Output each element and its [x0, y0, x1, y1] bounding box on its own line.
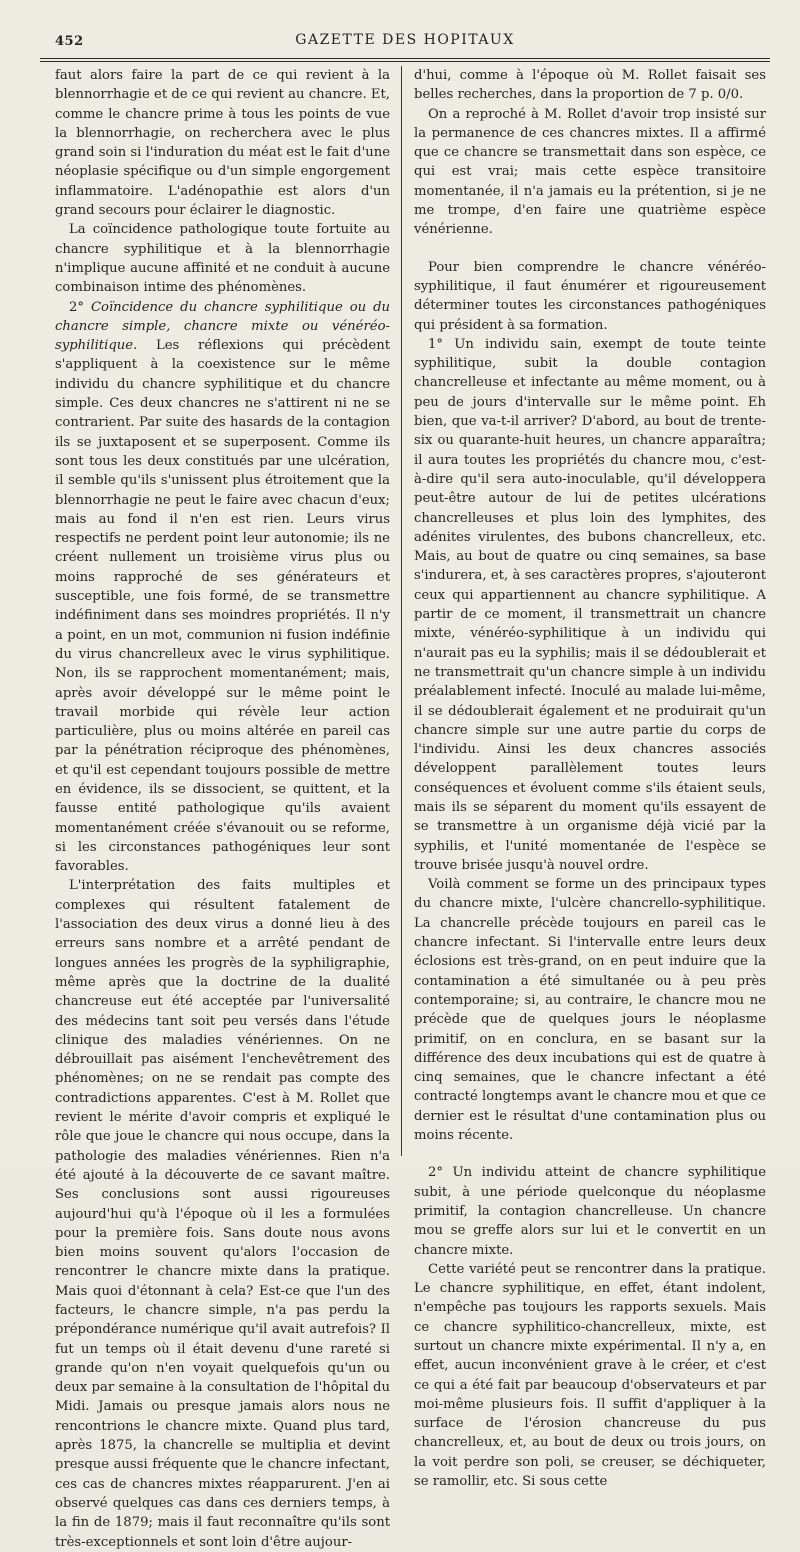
paragraph: On a reproché à M. Rollet d'avoir trop insisté sur la permanence de ces chancres mixtes. Il a affirmé que ce chancre se transmettait dans son espèce, ce qui est vrai; mais cette espèce transitoire momentanée, il n'a jamais eu la prétention, si je ne me trompe, d'en faire une quatrième espèce vénérienne. — [414, 106, 766, 238]
paragraph: faut alors faire la part de ce qui revient à la blennorrhagie et de ce qui revient au chancre. Et, comme le chancre prime à tous les points de vue la blennorrhagie, on recherchera avec le plus grand soin si l'induration du méat est le fait d'une néoplasie spécifique ou d'un simple engorgement inflammatoire. L'adénopathie est alors d'un grand secours pour éclairer le diagnostic. — [55, 68, 390, 219]
section-number: 2° — [69, 299, 91, 315]
paragraph-coincidence — [55, 298, 390, 877]
paragraph: 2° Un individu atteint de chancre syphilitique subit, à une période quelconque du néoplasme primitif, la contagion chancrelleuse. Un chancre mou se greffe alors sur lui et le convertit en un chancre mixte. — [414, 1165, 766, 1258]
journal-title: GAZETTE DES HOPITAUX — [295, 32, 515, 48]
left-column — [55, 66, 391, 1550]
page-number: 452 — [55, 34, 84, 49]
paragraph: L'interprétation des faits multiples et complexes qui résultent fatalement de l'association des deux virus a donné lieu à des erreurs sans nombre et a arrêté pendant de longues années les progrès de la syphiligraphie, même après que la doctrine de la dualité chancreuse eut été acceptée par l'universalité des médecins tant soit peu versés dans l'étude clinique des maladies vénériennes. On ne débrouillait pas aisément l'enchevêtrement des phénomènes; on ne se rendait pas compte des contradictions apparentes. C'est à M. Rollet que revient le mérite d'avoir compris et expliqué le rôle que joue le chancre qui nous occupe, dans la pathologie des maladies vénériennes. Rien n'a été ajouté à la découverte de ce savant maître. Ses conclusions sont aussi rigoureuses aujourd'hui qu'à l'époque où il les a formulées pour la première fois. Sans doute nous avons bien moins souvent qu'alors l'occasion de rencontrer le chancre mixte dans la pratique. Mais quoi d'étonnant à cela? Est-ce que l'un des facteurs, le chancre simple, n'a pas perdu la prépondérance numérique qu'il avait autrefois? Il fut un temps où il était devenu d'une rareté si grande qu'on n'en voyait quelquefois qu'un ou deux par semaine à la consultation de l'hôpital du Midi. Jamais ou presque jamais alors nous ne rencontrions le chancre mixte. Quand plus tard, après 1875, la chancrelle se multiplia et devint presque aussi fréquente que le chancre infectant, ces cas de chancres mixtes réapparurent. J'en ai observé quelques cas dans ces derniers temps, à la fin de 1879; mais il faut reconnaître qu'ils sont très-exceptionnels et sont loin d'être aujour- — [55, 878, 390, 1550]
section-heading: Coïncidence du chancre syphilitique ou du chancre simple, chancre mixte ou vénéréo-syphilitique. — [55, 299, 391, 354]
paragraph: Cette variété peut se rencontrer dans la pratique. Le chancre syphilitique, en effet, étant indolent, n'empêche pas toujours les rapports sexuels. Mais ce chancre syphilitico-chancrelleux, mixte, est surtout un chancre mixte expérimental. Il n'y a, en effet, aucun inconvénient grave à le créer, et c'est ce qui a été fait par beaucoup d'observateurs et par moi-même plusieurs fois. Il suffit d'appliquer à la surface de l'érosion chancreuse du pus chancrelleux, et, au bout de deux ou trois jours, on la voit perdre son poli, se creuser, se déchiqueter, se ramollir, etc. Si sous cette — [414, 1261, 766, 1490]
page-header — [40, 30, 770, 54]
paragraph: Voilà comment se forme un des principaux types du chancre mixte, l'ulcère chancrello-syphilitique. La chancrelle précède toujours en pareil cas le chancre infectant. Si l'intervalle entre leurs deux éclosions est très-grand, on en peut induire que la contamination a été simultanée ou à peu près contemporaine; si, au contraire, le chancre mou ne précède que de quelques jours le néoplasme primitif, on en conclura, en se basant sur la différence des deux incubations qui est de quatre à cinq semaines, que le chancre infectant a été contracté longtemps avant le chancre mou et que ce dernier est le résultat d'une contamination plus ou moins récente. — [414, 877, 766, 1144]
header-rule-bottom — [40, 61, 770, 62]
column-divider — [401, 66, 402, 1156]
header-rule-top — [40, 58, 770, 59]
paragraph: 1° Un individu sain, exempt de toute teinte syphilitique, subit la double contagion chancrelleuse et infectante au même moment, ou à peu de jours d'intervalle sur le même point. Eh bien, que va-t-il arriver? D'abord, au bout de trente-six ou quarante-huit heures, un chancre apparaîtra; il aura toutes les propriétés du chancre mou, c'est-à-dire qu'il sera auto-inoculable, qu'il développera peut-être autour de lui de petites ulcérations chancrelleuses et plus loin des lymphites, des adénites virulentes, des bubons chancrelleux, etc. Mais, au bout de quatre ou cinq semaines, sa base s'indurera, et, à ses caractères propres, s'ajouteront ceux qui appartiennent au chancre syphilitique. A partir de ce moment, il transmettrait un chancre mixte, vénéréo-syphilitique à un individu qui n'aurait pas eu la syphilis; mais il se dédoublerait et ne transmettrait qu'un chancre simple à un individu préalablement infecté. Inoculé au malade lui-même, il se dédoublerait également et ne produirait qu'un chancre simple sur une autre partie du corps de l'individu. Ainsi les deux chancres associés développent parallèlement toutes leurs conséquences et évoluent comme s'ils étaient seuls, mais ils se séparent du moment qu'ils essayent de se transmettre à un organisme déjà vicié par la syphilis, et l'unité momentanée de l'espèce se trouve brisée jusqu'à nouvel ordre. — [414, 336, 766, 873]
section-body: Les réflexions qui précèdent s'appliquent à la coexistence sur le même individu du chancre syphilitique et du chancre simple. Ces deux chancres ne s'attirent ni ne se contrarient. Par suite des hasards de la contagion ils se juxtaposent et se superposent. Comme ils sont tous les deux constitués par une ulcération, il semble qu'ils s'unissent plus étroitement que la blennorrhagie ne peut le faire avec chacun d'eux; mais au fond il n'en est rien. Leurs virus respectifs ne perdent point leur autonomie; ils ne créent nullement un troisième virus plus ou moins rapproché de ses générateurs et susceptible, une fois formé, de se transmettre indéfiniment dans ses moindres propriétés. Il n'y a point, en un mot, communion ni fusion indéfinie du virus chancrelleux avec le virus syphilitique. Non, ils se rapprochent momentanément; mais, après avoir développé sur le même point le travail morbide qui révèle leur action particulière, plus ou moins altérée en pareil cas par la pénétration réciproque des phénomènes, et qu'il est cependant toujours possible de mettre en évidence, ils se dissocient, se quittent, et la fausse entité pathologique qu'ils avaient momentanément créée s'évanouit ou se reforme, si les circonstances pathogéniques leur sont favorables. — [55, 338, 390, 875]
right-column — [414, 66, 766, 1490]
paragraph: La coïncidence pathologique toute fortuite au chancre syphilitique et à la blennorrhagie n'implique aucune affinité et ne conduit à aucune combinaison intime des phénomènes. — [55, 222, 390, 296]
paragraph: d'hui, comme à l'époque où M. Rollet faisait ses belles recherches, dans la proportion de 7 p. 0/0. — [414, 68, 766, 103]
paragraph: Pour bien comprendre le chancre vénéréo-syphilitique, il faut énumérer et rigoureusement déterminer toutes les circonstances pathogéniques qui président à sa formation. — [414, 259, 766, 333]
